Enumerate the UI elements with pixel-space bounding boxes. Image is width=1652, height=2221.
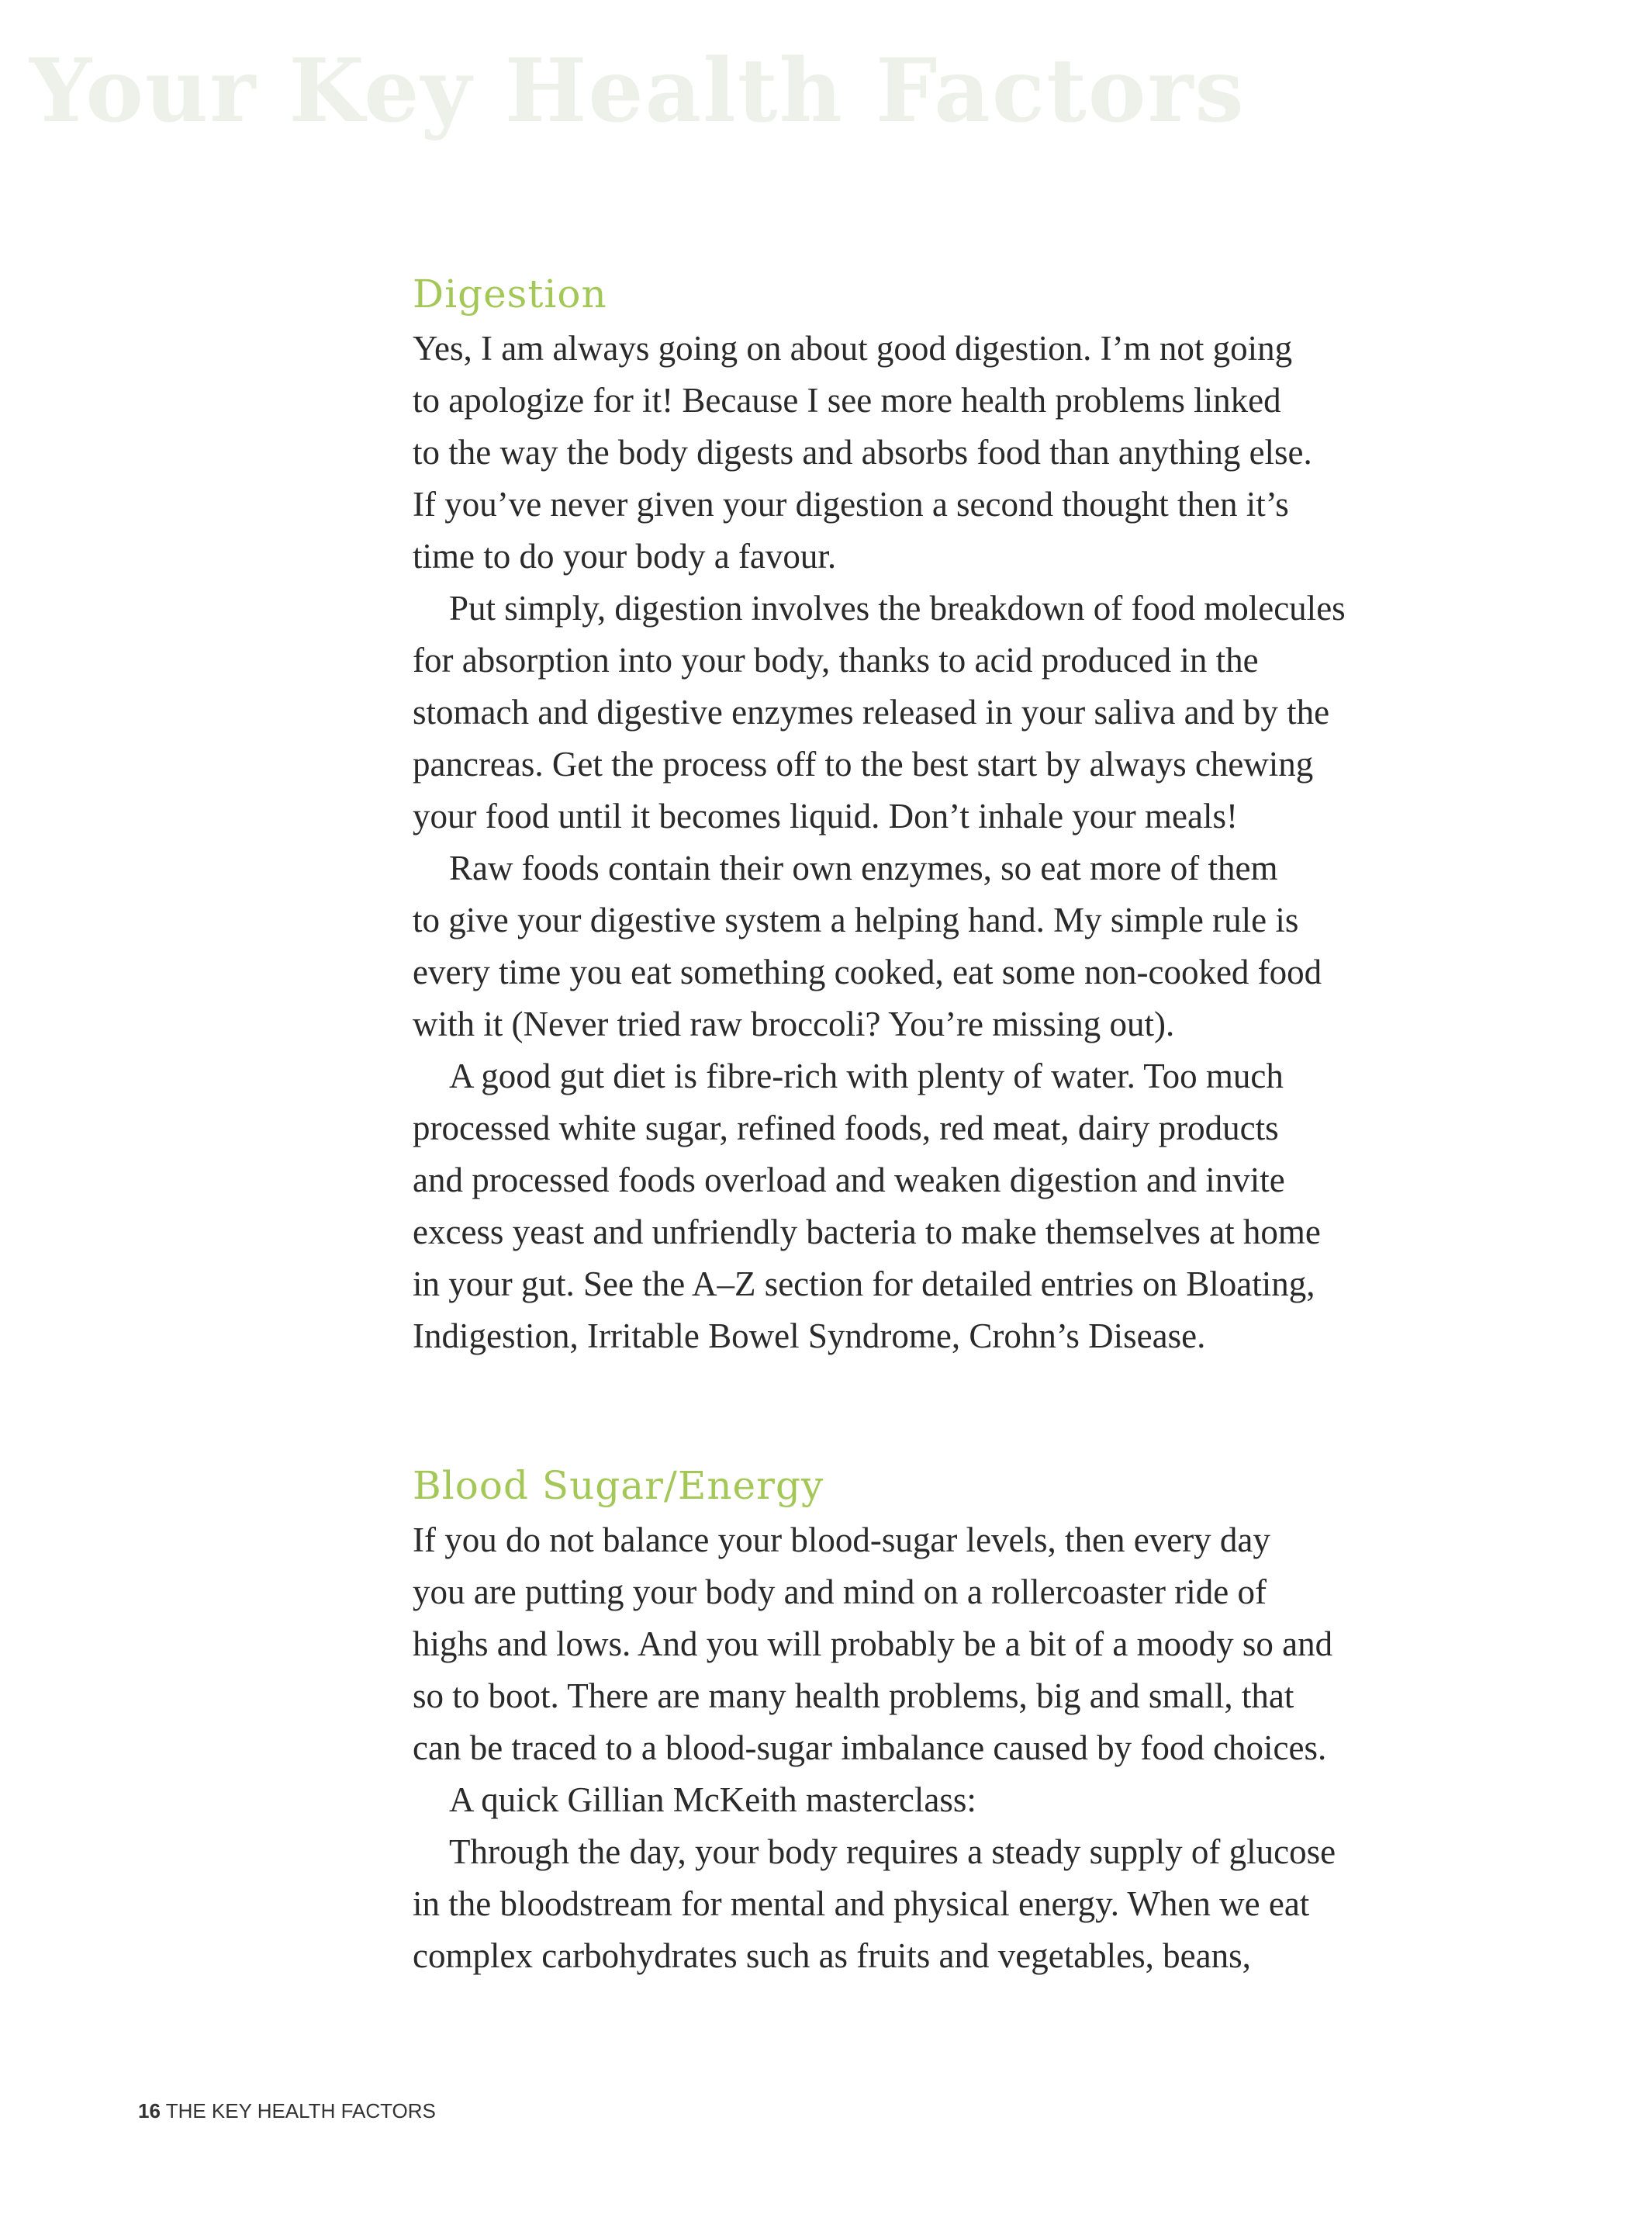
text-line: can be traced to a blood-sugar imbalance caused by food choices. [413, 1728, 1327, 1767]
text-line: with it (Never tried raw broccoli? You’re missing out). [413, 1005, 1175, 1043]
text-line: excess yeast and unfriendly bacteria to make themselves at home [413, 1213, 1321, 1251]
text-line: A quick Gillian McKeith masterclass: [449, 1780, 976, 1819]
text-line: to give your digestive system a helping hand. My simple rule is [413, 901, 1299, 939]
section-heading: Digestion [413, 272, 607, 317]
page-number: 16 [138, 2099, 161, 2122]
text-line: every time you eat something cooked, eat some non-cooked food [413, 953, 1322, 991]
running-title: THE KEY HEALTH FACTORS [165, 2099, 436, 2122]
text-line: in your gut. See the A–Z section for detailed entries on Bloating, [413, 1264, 1315, 1303]
text-line: in the bloodstream for mental and physical energy. When we eat [413, 1884, 1310, 1923]
page-title: Your Key Health Factors [29, 40, 1246, 142]
text-line: stomach and digestive enzymes released in your saliva and by the [413, 693, 1330, 732]
section-body [413, 1514, 1336, 1982]
section-body [413, 323, 1346, 1362]
text-line: time to do your body a favour. [413, 537, 837, 576]
text-line: Yes, I am always going on about good digestion. I’m not going [413, 329, 1293, 368]
text-line: If you do not balance your blood-sugar levels, then every day [413, 1520, 1270, 1559]
section-heading: Blood Sugar/Energy [413, 1463, 824, 1508]
text-line: If you’ve never given your digestion a second thought then it’s [413, 485, 1289, 524]
text-line: Through the day, your body requires a steady supply of glucose [449, 1832, 1336, 1871]
text-line: for absorption into your body, thanks to acid produced in the [413, 641, 1259, 680]
text-line: to the way the body digests and absorbs food than anything else. [413, 433, 1312, 472]
section-blood-sugar-energy [413, 1457, 1336, 1982]
text-line: Indigestion, Irritable Bowel Syndrome, Crohn’s Disease. [413, 1316, 1206, 1355]
text-line: processed white sugar, refined foods, red meat, dairy products [413, 1109, 1279, 1147]
text-line: you are putting your body and mind on a rollercoaster ride of [413, 1572, 1267, 1611]
text-line: complex carbohydrates such as fruits and vegetables, beans, [413, 1936, 1251, 1975]
text-line: and processed foods overload and weaken digestion and invite [413, 1161, 1285, 1199]
text-line: Raw foods contain their own enzymes, so eat more of them [449, 849, 1278, 887]
text-line: A good gut diet is fibre-rich with plenty of water. Too much [449, 1057, 1284, 1095]
text-line: your food until it becomes liquid. Don’t inhale your meals! [413, 797, 1238, 835]
page-footer [138, 2099, 436, 2123]
section-digestion [413, 265, 1346, 1362]
text-line: pancreas. Get the process off to the best start by always chewing [413, 745, 1314, 784]
text-line: so to boot. There are many health problems, big and small, that [413, 1676, 1294, 1715]
text-line: Put simply, digestion involves the breakdown of food molecules [449, 589, 1346, 628]
text-line: highs and lows. And you will probably be a bit of a moody so and [413, 1624, 1333, 1663]
text-line: to apologize for it! Because I see more health problems linked [413, 381, 1281, 420]
